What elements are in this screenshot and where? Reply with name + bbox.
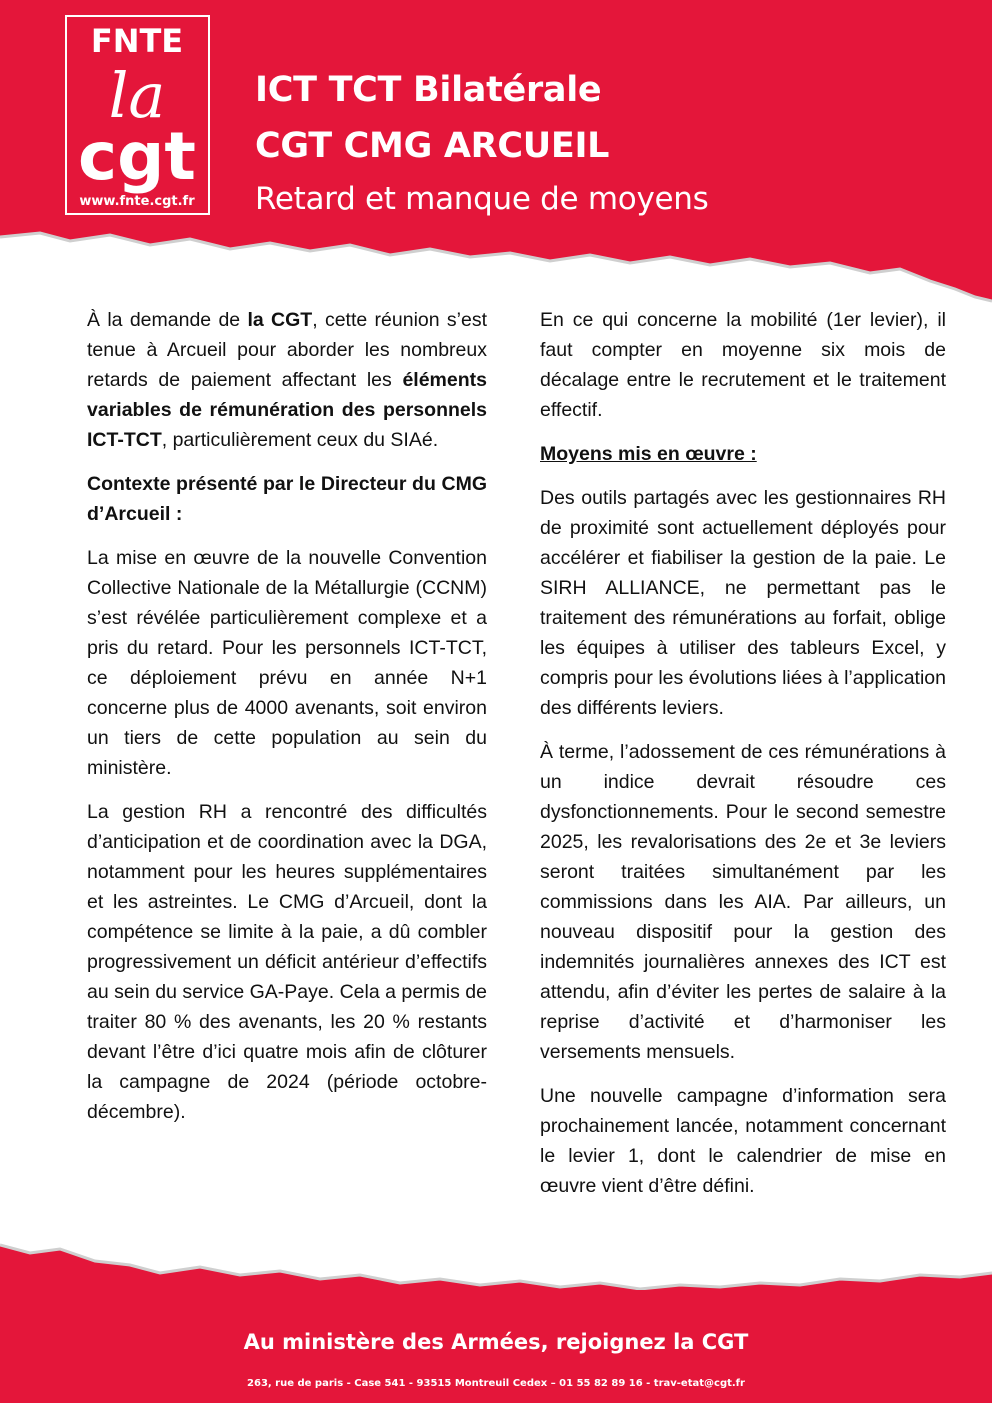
mobility-paragraph: En ce qui concerne la mobilité (1er levier), il faut compter en moyenne six mois de décalage entre le recrutement et le traitement effectif. [540, 309, 946, 421]
means-paragraph-3: Une nouvelle campagne d’information sera prochainement lancée, notamment concernant le levier 1, dont le calendrier de mise en œuvre vient d’être défini. [540, 1085, 946, 1197]
intro-bold-cgt: la CGT [247, 309, 313, 331]
right-column [540, 305, 946, 1215]
footer-title: Au ministère des Armées, rejoignez la CGT [243, 1330, 749, 1354]
means-paragraph-2: À terme, l’adossement de ces rémunérations à un indice devrait résoudre ces dysfonctionnements. Pour le second semestre 2025, les revalorisations des 2e et 3e leviers seront traitées simultanément par les commissions dans les AIA. Par ailleurs, un nouveau dispositif pour la gestion des indemnités journalières annexes des ICT est attendu, afin d’éviter les pertes de salaire à la reprise d’activité et d’harmoniser les versements mensuels. [540, 741, 946, 1063]
logo-la-text: la [108, 59, 166, 132]
intro-paragraph: À la demande de la CGT, cette réunion s’est tenue à Arcueil pour aborder les nombreux retards de paiement affectant les éléments variables de rémunération des personnels ICT-TCT, particulièrement ceux du SIAé. [87, 309, 488, 451]
fnte-cgt-logo [65, 15, 210, 215]
context-heading: Contexte présenté par le Directeur du CMG d’Arcueil : [87, 473, 487, 525]
page-title-line2: CGT CMG ARCUEIL [255, 126, 610, 166]
page-subtitle: Retard et manque de moyens [255, 181, 709, 217]
logo-fnte-text: FNTE [90, 22, 184, 60]
header-title-block [255, 62, 708, 224]
means-paragraph-1: Des outils partagés avec les gestionnaires RH de proximité sont actuellement déployés pour accélérer et fiabiliser la gestion de la paie. Le SIRH ALLIANCE, ne permettant pas le traitement des rémunérations au forfait, oblige les équipes à utiliser des tableurs Excel, y compris pour les évolutions liées à l’application des différents leviers. [540, 487, 946, 719]
torn-paper-top-edge [0, 215, 992, 315]
context-paragraph-2: La gestion RH a rencontré des difficultés d’anticipation et de coordination avec la DGA, notamment pour les heures supplémentaires et les astreintes. Le CMG d’Arcueil, dont la compétence se limite à la paie, a dû combler progressivement un déficit antérieur d’effectifs au sein du service GA-Paye. Cela a permis de traiter 80 % des avenants, les 20 % restants devant l’être d’ici quatre mois afin de clôturer la campagne de 2024 (période octobre-décembre). [87, 801, 487, 1123]
logo-cgt-text: cgt [78, 118, 196, 195]
intro-bold-elements: éléments variables de rémunération des personnels ICT-TCT [87, 369, 487, 451]
means-heading: Moyens mis en œuvre : [540, 443, 757, 465]
footer-address: 263, rue de paris - Case 541 - 93515 Montreuil Cedex – 01 55 82 89 16 - trav-etat@cgt.fr [247, 1378, 745, 1389]
left-column [87, 305, 487, 1141]
logo-url-text: www.fnte.cgt.fr [79, 194, 195, 209]
page-title-line1: ICT TCT Bilatérale [255, 70, 602, 110]
context-paragraph-1: La mise en œuvre de la nouvelle Convention Collective Nationale de la Métallurgie (CCNM) s’est révélée particulièrement complexe et a pris du retard. Pour les personnels ICT-TCT, ce déploiement prévu en année N+1 concerne plus de 4000 avenants, soit environ un tiers de cette population au sein du ministère. [87, 547, 487, 779]
